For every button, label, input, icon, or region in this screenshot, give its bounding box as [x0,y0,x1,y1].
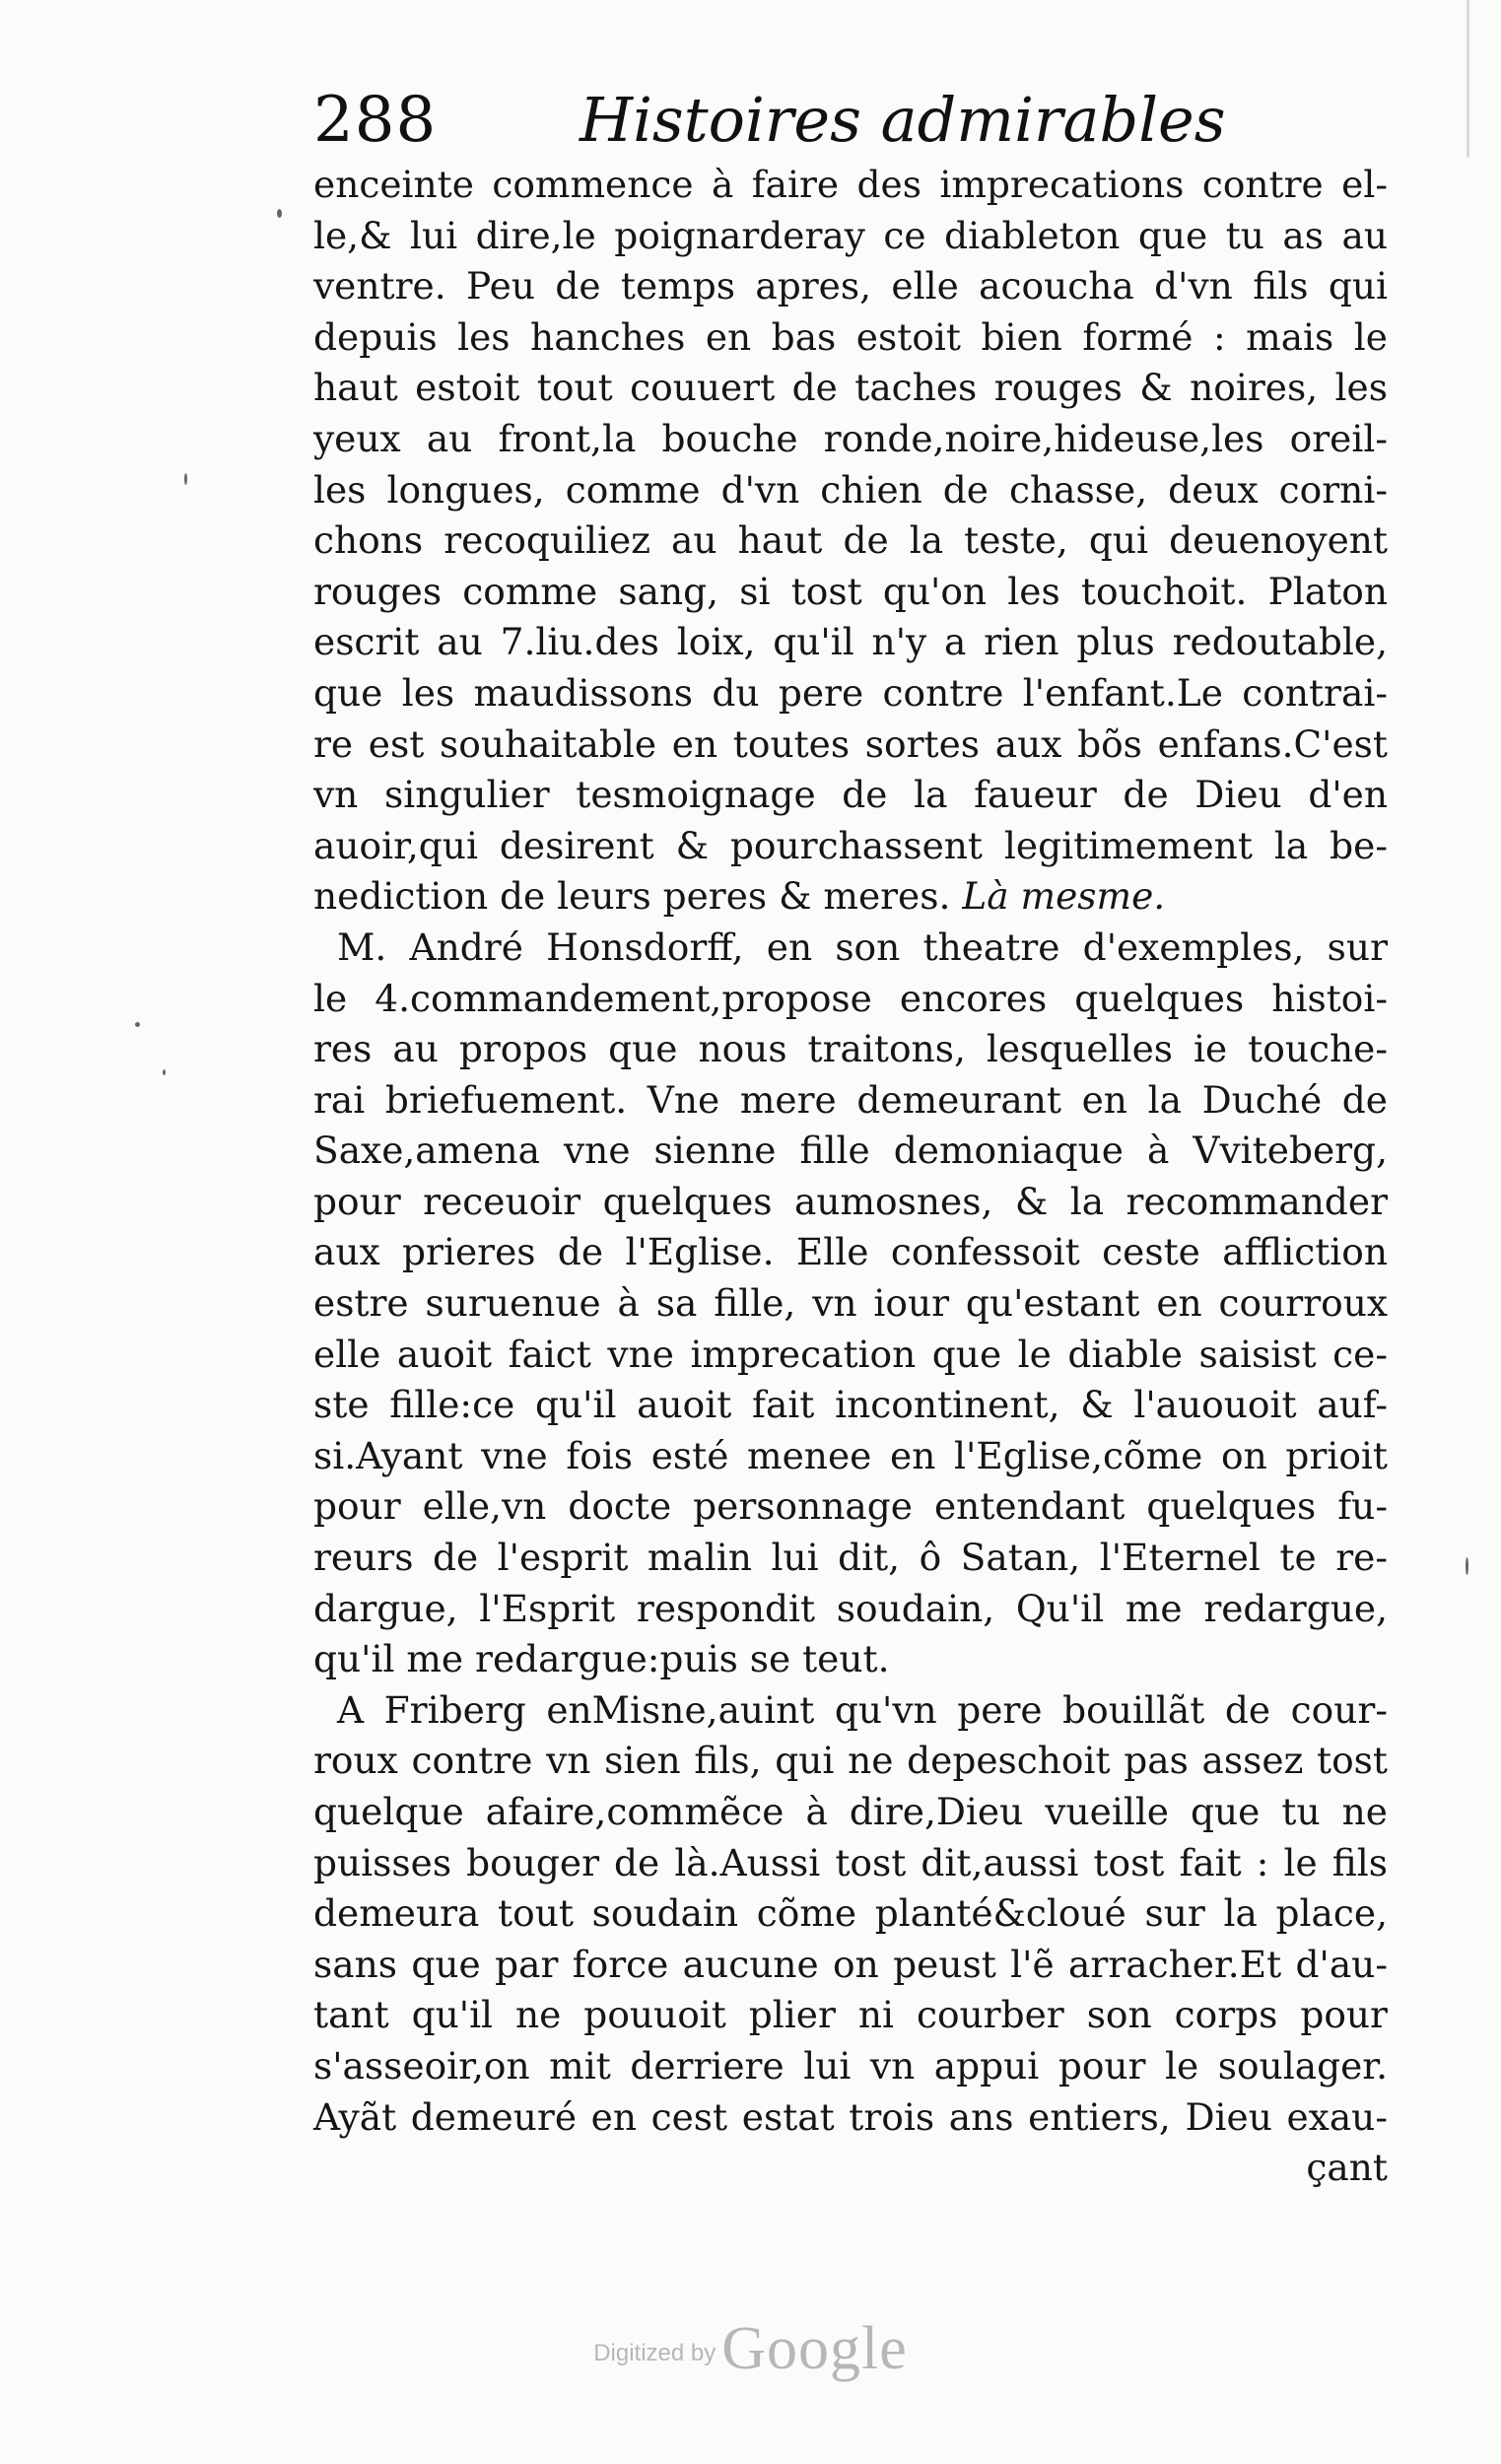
text-line [313,1787,1388,1838]
text-line-content: dargue, l'Esprit respondit soudain, Qu'il me redargue, [313,1586,1388,1630]
text-line [313,1634,1388,1685]
text-line-content: res au propos que nous traitons, lesquelles ie touche- [313,1027,1388,1071]
text-line-content: puisses bouger de là.Aussi tost dit,aussi tost fait : le fils [313,1840,1388,1884]
text-line [313,414,1388,465]
text-line [313,1990,1388,2041]
text-line-content: tant qu'il ne pouuoit plier ni courber son corps pour [313,1993,1388,2037]
ink-speck [135,1022,140,1027]
text-line-content: estre suruenue à sa fille, vn iour qu'estant en courroux [313,1281,1388,1326]
text-line [313,1075,1388,1127]
text-line-content: aux prieres de l'Eglise. Elle confessoit ceste affliction [313,1230,1388,1274]
text-line [313,2041,1388,2092]
text-line-content: le 4.commandement,propose encores quelques histoi- [313,976,1388,1020]
text-line [313,1481,1388,1533]
text-line-content: vn singulier tesmoignage de la faueur de Dieu d'en [313,773,1388,817]
text-line [313,2092,1388,2144]
text-line [313,1278,1388,1330]
text-line [313,821,1388,872]
watermark-prefix: Digitized by [593,2340,716,2366]
source-reference: Là mesme. [962,874,1166,919]
text-line [313,1126,1388,1177]
text-line-content: chons recoquiliez au haut de la teste, qui deuenoyent [313,518,1388,563]
text-line-content: Saxe,amena vne sienne fille demoniaque à Vviteberg, [313,1129,1388,1173]
ink-speck [277,209,282,218]
text-line [313,261,1388,312]
text-line [313,1227,1388,1278]
text-line [313,363,1388,414]
text-line-content: les longues, comme d'vn chien de chasse, deux corni- [313,467,1388,512]
text-line-content: elle auoit faict vne imprecation que le diable saisist ce- [313,1332,1388,1376]
page-number: 288 [313,84,438,157]
text-line-content: yeux au front,la bouche ronde,noire,hideuse,les oreil- [313,416,1388,460]
text-line-content: auoir,qui desirent & pourchassent legitimement la be- [313,823,1388,867]
text-line [313,1431,1388,1482]
text-line-content: roux contre vn sien fils, qui ne depeschoit pas assez tost [313,1739,1388,1783]
text-line [313,465,1388,516]
text-line-content: çant [1306,2146,1388,2190]
text-line-content: pour receuoir quelques aumosnes, & la recommander [313,1179,1388,1223]
text-line [313,312,1388,364]
text-line [313,668,1388,719]
text-line-content: reurs de l'esprit malin lui dit, ô Satan, l'Eternel te re- [313,1536,1388,1580]
text-line [313,974,1388,1025]
text-line [313,1533,1388,1584]
text-line-content: rouges comme sang, si tost qu'on les touchoit. Platon [313,569,1388,613]
text-line-content: rai briefuement. Vne mere demeurant en la Duché de [313,1077,1388,1122]
text-line [313,617,1388,668]
page-header [313,77,1398,166]
ink-speck [184,473,187,485]
text-line [313,1330,1388,1381]
text-line-content: sans que par force aucune on peust l'ẽ arracher.Et d'au- [313,1942,1388,1986]
text-line [313,1584,1388,1635]
body-text [313,160,1388,2194]
text-line-content: nediction de leurs peres & meres. [313,874,951,919]
text-line-content: M. André Honsdorff, en son theatre d'exemples, sur [337,924,1388,969]
text-line-content: le,& lui dire,le poignarderay ce diableton que tu as au [313,213,1388,257]
text-line-content: s'asseoir,on mit derriere lui vn appui pour le soulager. [313,2043,1388,2088]
google-logo: Google [721,2315,908,2382]
text-line [313,567,1388,618]
text-line-content: A Friberg enMisne,auint qu'vn pere bouillãt de cour- [337,1687,1388,1732]
text-line-content: pour elle,vn docte personnage entendant quelques fu- [313,1484,1388,1529]
text-line-content: re est souhaitable en toutes sortes aux bõs enfans.C'est [313,721,1388,766]
text-line-content: que les maudissons du pere contre l'enfant.Le contrai- [313,670,1388,715]
text-line-content: si.Ayant vne fois esté menee en l'Eglise,cõme on prioit [313,1433,1388,1477]
ink-speck [1466,1557,1468,1575]
page-edge-shadow [1467,0,1469,158]
text-line [313,719,1388,771]
text-line [313,770,1388,821]
text-line [313,1940,1388,1991]
text-line [313,1380,1388,1431]
text-line-content: demeura tout soudain cõme planté&cloué sur la place, [313,1891,1388,1936]
text-line [313,160,1388,211]
text-line-content: quelque afaire,commẽce à dire,Dieu vueille que tu ne [313,1790,1388,1833]
digitized-watermark [0,2314,1501,2384]
text-line [313,515,1388,567]
text-line-content: haut estoit tout couuert de taches rouges & noires, les [313,366,1388,410]
ink-speck [163,1069,166,1075]
text-line [313,211,1388,262]
text-line-content: depuis les hanches en bas estoit bien formé : mais le [313,314,1388,359]
text-line-content: ventre. Peu de temps apres, elle acoucha d'vn fils qui [313,264,1388,308]
text-line-content: Ayãt demeuré en cest estat trois ans entiers, Dieu exau- [313,2094,1388,2139]
text-line [313,923,1388,974]
text-line-content: qu'il me redargue:puis se teut. [313,1637,890,1681]
text-line-content: enceinte commence à faire des imprecations contre el- [313,163,1388,206]
text-line [313,2143,1388,2194]
text-line [313,1685,1388,1737]
text-line-content: escrit au 7.liu.des loix, qu'il n'y a rien plus redoutable, [313,620,1388,664]
text-line [313,1888,1388,1940]
text-line [313,1736,1388,1787]
text-line [313,871,1388,923]
text-line-content: ste fille:ce qu'il auoit fait incontinent, & l'auouoit auf- [313,1383,1388,1427]
text-line [313,1024,1388,1075]
text-line [313,1838,1388,1889]
running-title: Histoires admirables [580,84,1226,156]
text-line [313,1177,1388,1228]
